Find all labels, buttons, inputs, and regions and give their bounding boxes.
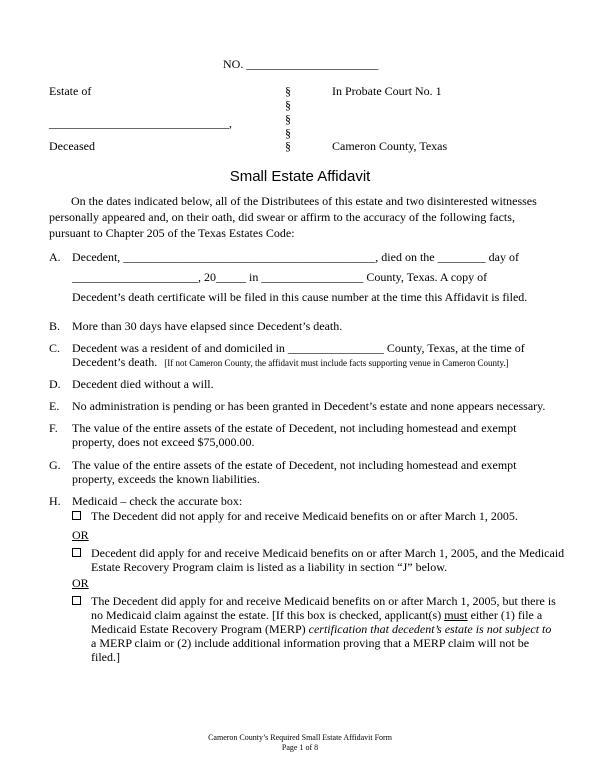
decedent-name-line: ______________________________, bbox=[49, 116, 232, 130]
item-g-line1: The value of the entire assets of the estate of Decedent, not including homestead and exempt bbox=[72, 458, 517, 472]
medicaid-option3-line2-a: no Medicaid claim against the estate. [If this box is checked, applicant(s) bbox=[91, 608, 445, 622]
medicaid-option3-line4: a MERP claim or (2) include additional information proving that a MERP claim will not be bbox=[91, 636, 530, 650]
item-c-line2-text: Decedent’s death. bbox=[72, 355, 158, 369]
item-d-text: Decedent died without a will. bbox=[72, 377, 214, 391]
item-letter: H. bbox=[49, 494, 61, 508]
medicaid-option3-line2-b: either (1) file a bbox=[467, 608, 543, 622]
or-separator: OR bbox=[72, 576, 89, 590]
medicaid-option1-label: The Decedent did not apply for and receive Medicaid benefits on or after March 1, 2005. bbox=[91, 509, 518, 523]
document-title: Small Estate Affidavit bbox=[229, 168, 371, 185]
medicaid-option3-line1: The Decedent did apply for and receive Medicaid benefits on or after March 1, 2005, but there is bbox=[91, 594, 556, 608]
section-symbol: § bbox=[285, 139, 291, 153]
item-a-line2: _____________________, 20_____ in _________________ County, Texas. A copy of bbox=[72, 270, 488, 284]
item-c-venue-note: [If not Cameron County, the affidavit must include facts supporting venue in Cameron County.] bbox=[164, 358, 509, 368]
item-letter: F. bbox=[49, 421, 58, 435]
section-symbol: § bbox=[285, 112, 291, 126]
item-g-line2: property, exceeds the known liabilities. bbox=[72, 472, 260, 486]
item-letter: G. bbox=[49, 458, 61, 472]
intro-paragraph: On the dates indicated below, all of the Distributees of this estate and two disinterested witnesses personally appeared and, on their oath, did swear or affirm to the accuracy of the following facts, pursuant to Chapter 205 of the Texas Estates Code: bbox=[49, 194, 537, 240]
medicaid-option3-line3-a: Medicaid Estate Recovery Program (MERP) bbox=[91, 622, 309, 636]
item-letter: B. bbox=[49, 319, 61, 333]
item-e-text: No administration is pending or has been granted in Decedent’s estate and none appears necessary. bbox=[72, 399, 546, 413]
estate-of-label: Estate of bbox=[49, 84, 92, 98]
deceased-label: Deceased bbox=[49, 139, 95, 153]
medicaid-option2-line2: Estate Recovery Program claim is listed as a liability in section “J” below. bbox=[91, 560, 448, 574]
item-letter: E. bbox=[49, 399, 60, 413]
must-emphasis: must bbox=[444, 608, 468, 622]
item-a-line1: Decedent, __________________________________________, died on the ________ day of bbox=[72, 250, 519, 264]
footer-page-number: Page 1 of 8 bbox=[281, 743, 319, 752]
section-symbol: § bbox=[285, 98, 291, 112]
section-symbol: § bbox=[285, 84, 291, 98]
item-f-line2: property, does not exceed $75,000.00. bbox=[72, 435, 255, 449]
medicaid-option3-checkbox[interactable] bbox=[72, 596, 81, 605]
medicaid-option1-checkbox[interactable] bbox=[72, 511, 81, 520]
item-h-text: Medicaid – check the accurate box: bbox=[72, 494, 243, 508]
court-label: In Probate Court No. 1 bbox=[332, 84, 442, 98]
medicaid-option3-line5: filed.] bbox=[91, 650, 120, 664]
footer-form-name: Cameron County’s Required Small Estate Affidavit Form bbox=[208, 733, 392, 742]
merp-certification-text: certification that decedent’s estate is not subject to bbox=[308, 622, 552, 636]
item-f-line1: The value of the entire assets of the estate of Decedent, not including homestead and exempt bbox=[72, 421, 517, 435]
or-separator: OR bbox=[72, 528, 89, 542]
item-letter: C. bbox=[49, 341, 61, 355]
medicaid-option2-checkbox[interactable] bbox=[72, 548, 81, 557]
item-c-line2 bbox=[72, 354, 509, 371]
item-c-line1: Decedent was a resident of and domiciled in ________________ County, Texas, at the time of bbox=[72, 341, 525, 355]
item-b-text: More than 30 days have elapsed since Decedent’s death. bbox=[72, 319, 343, 333]
medicaid-option2-line1: Decedent did apply for and receive Medicaid benefits on or after March 1, 2005, and the Medicaid bbox=[91, 546, 565, 560]
county-label: Cameron County, Texas bbox=[332, 139, 448, 153]
section-symbol: § bbox=[285, 126, 291, 140]
item-a-line3: Decedent’s death certificate will be filed in this cause number at the time this Affidavit is filed. bbox=[72, 290, 528, 304]
item-letter: D. bbox=[49, 377, 61, 391]
case-number-line: NO. ______________________ bbox=[223, 57, 379, 71]
item-letter: A. bbox=[49, 250, 61, 264]
